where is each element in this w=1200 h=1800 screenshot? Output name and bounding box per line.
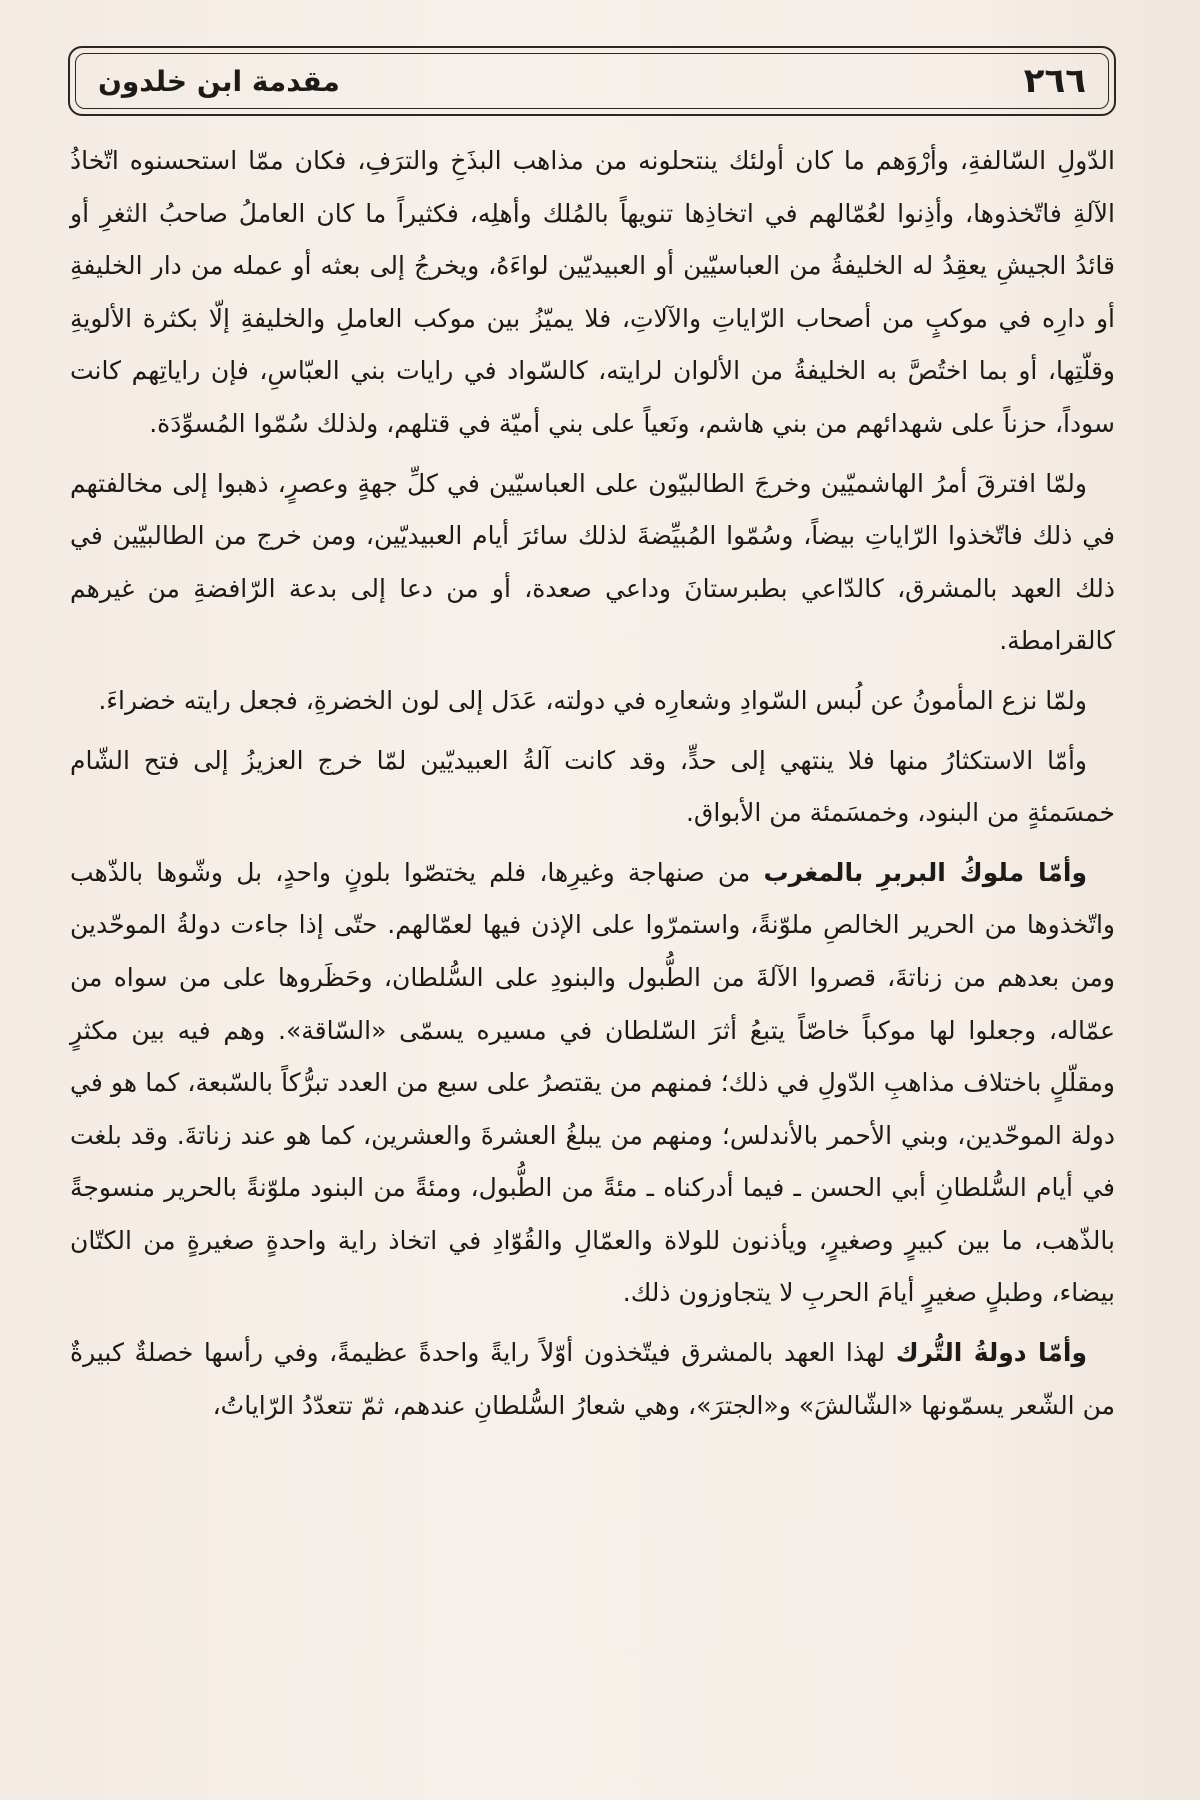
paragraph-3 — [70, 675, 1115, 728]
paragraph-4 — [70, 735, 1115, 840]
paragraph-text: من صنهاجة وغيرِها، فلم يختصّوا بلونٍ واحدٍ، بل وشّوها بالذّهب واتّخذوها من الحرير الخالصِ ملوّنةً، واستمرّوا على الإذن فيها لعمّالهم. حتّى إذا جاءت دولةُ الموحّدين ومن بعدهم من زناتةَ، قصروا الآلةَ من الطُّبول والبنودِ على السُّلطان، وحَظَروها على من سواه من عمّاله، وجعلوا لها موكباً خاصّاً يتبعُ أثرَ السّلطان في مسيره يسمّى «السّاقة». وهم فيه بين مكثرٍ ومقلّلٍ باختلاف مذاهبِ الدّولِ في ذلك؛ فمنهم من يقتصرُ على سبع من العدد تبرُّكاً بالسّبعة، كما هو في دولة الموحّدين، وبني الأحمر بالأندلس؛ ومنهم من يبلغُ العشرةَ والعشرين، كما هو عند زناتةَ. وقد بلغت في أيام السُّلطانِ أبي الحسن ـ فيما أدركناه ـ مئةً من الطُّبول، ومئةً من البنود ملوّنةً بالحرير منسوجةً بالذّهب، ما بين كبيرٍ وصغيرٍ، ويأذنون للولاة والعمّالِ والقُوّادِ في اتخاذ راية واحدةٍ صغيرةٍ من الكتّان بيضاء، وطبلٍ صغيرٍ أيامَ الحربِ لا يتجاوزون ذلك. — [70, 857, 1115, 1308]
paragraph-bold-lead: وأمّا ملوكُ البربرِ بالمغرب — [763, 857, 1088, 887]
running-header-inner-frame — [75, 53, 1109, 109]
paragraph-2 — [70, 458, 1115, 668]
page-number: ٢٦٦ — [1023, 61, 1086, 101]
paragraph-5 — [70, 847, 1115, 1320]
paragraph-text: لهذا العهد بالمشرق فيتّخذون أوّلاً رايةً واحدةً عظيمةً، وفي رأسها خصلةٌ كبيرةٌ من الشّعر يسمّونها «الشّالشَ» و«الجترَ»، وهي شعارُ السُّلطانِ عندهم، ثمّ تتعدّدُ الرّاياتُ، — [70, 1338, 1115, 1420]
running-header — [68, 46, 1116, 116]
paragraph-6 — [70, 1327, 1115, 1432]
book-title: مقدمة ابن خلدون — [98, 64, 340, 98]
paragraph-text: الدّولِ السّالفةِ، وأرْوَهم ما كان أولئك ينتحلونه من مذاهب البذَخِ والترَفِ، فكان ممّا استحسنوه اتّخاذُ الآلةِ فاتّخذوها، وأذِنوا لعُمّالهم في اتخاذِها تنويهاً بالمُلك وأهلِه، فكثيراً ما كان العاملُ صاحبُ الثغرِ أو قائدُ الجيشِ يعقِدُ له الخليفةُ من العباسيّين أو العبيديّين لواءَهُ، ويخرجُ إلى بعثه أو عمله من دار الخليفةِ أو دارِه في موكبٍ من أصحاب الرّاياتِ والآلاتِ، فلا يميّزُ بين موكب العاملِ والخليفةِ إلّا بكثرة الألويةِ وقلّتِها، أو بما اختُصَّ به الخليفةُ من الألوان لرايته، كالسّواد في رايات بني العبّاسِ، فإن راياتِهم كانت سوداً، حزناً على شهدائهم من بني هاشم، ونَعياً على بني أميّة في قتلهم، ولذلك سُمّوا المُسوِّدَة. — [70, 146, 1115, 438]
paragraph-text: وأمّا الاستكثارُ منها فلا ينتهي إلى حدٍّ، وقد كانت آلةُ العبيديّين لمّا خرج العزيزُ إلى فتح الشّام خمسَمئةٍ من البنود، وخمسَمئة من الأبواق. — [70, 745, 1115, 828]
paragraph-text: ولمّا نزع المأمونُ عن لُبس السّوادِ وشعارِه في دولته، عَدَل إلى لون الخضرةِ، فجعل رايته خضراءَ. — [98, 685, 1087, 715]
body-text — [70, 135, 1115, 1432]
paragraph-1 — [70, 135, 1115, 451]
paragraph-bold-lead: وأمّا دولةُ التُّرك — [895, 1338, 1087, 1368]
paragraph-text: ولمّا افترقَ أمرُ الهاشميّين وخرجَ الطالبيّون على العباسيّين في كلِّ جهةٍ وعصرٍ، ذهبوا إلى مخالفتهم في ذلك فاتّخذوا الرّاياتِ بيضاً، وسُمّوا المُبيِّضةَ لذلك سائرَ أيام العبيديّين، ومن خرج من الطالبيّين في ذلك العهد بالمشرق، كالدّاعي بطبرستانَ وداعي صعدة، أو من دعا إلى بدعة الرّافضةِ من غيرهم كالقرامطة. — [70, 468, 1115, 656]
